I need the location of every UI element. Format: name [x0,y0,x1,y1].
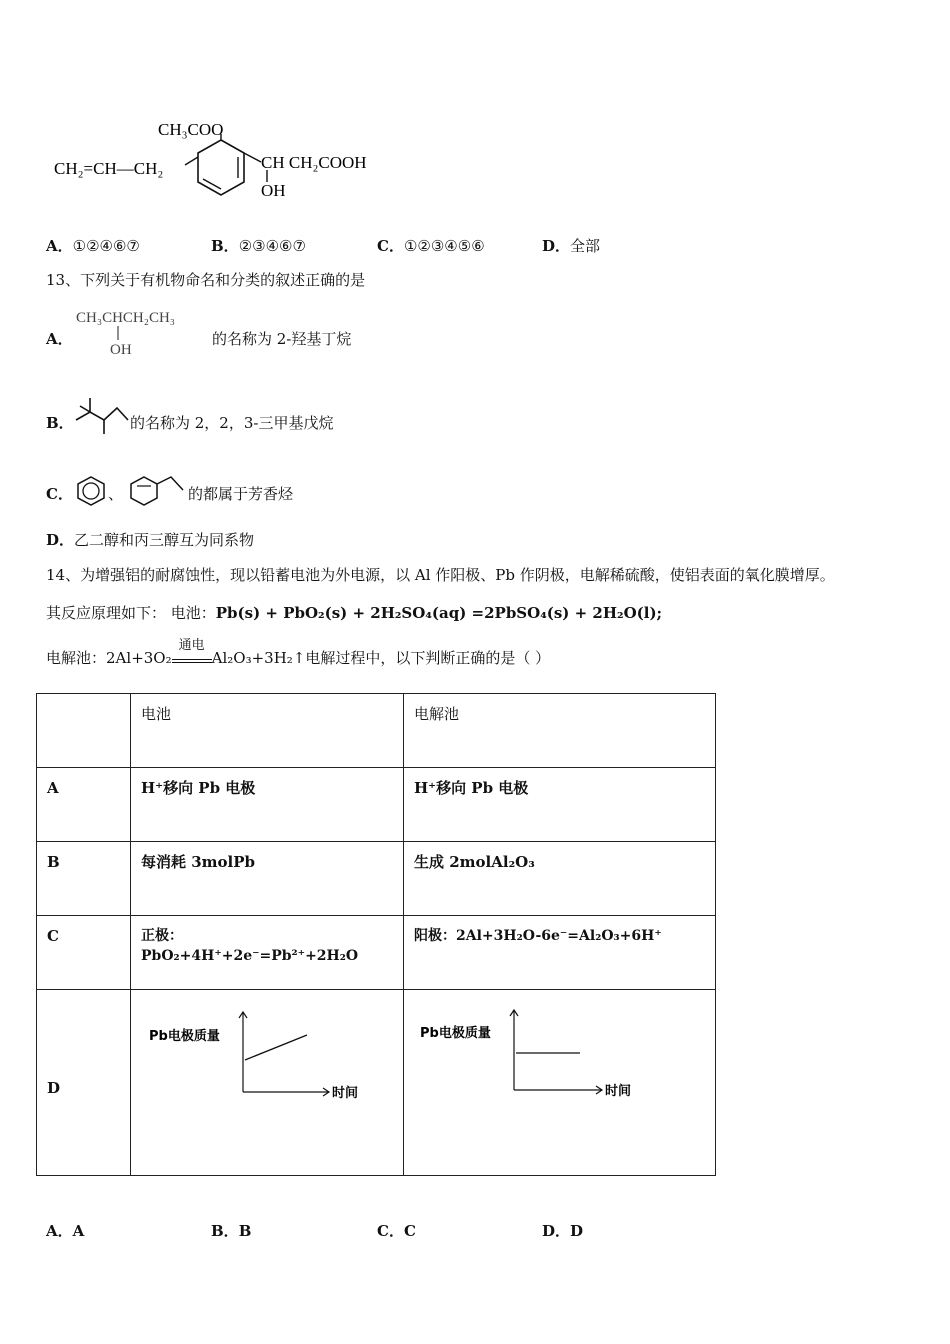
table-row [37,990,716,1176]
row-label: B [37,842,131,916]
table-row [37,842,716,916]
header-electrolysis: 电解池 [404,694,716,768]
q14-answer-table [36,693,716,1176]
q14-stem: 14、为增强铝的耐腐蚀性，现以铅蓄电池为外电源，以 Al 作阳极、Pb 作阴极，电解稀硫酸，使铝表面的氧化膜增厚。 [46,566,835,584]
cell-battery: 正极：PbO₂+4H⁺+2e⁻=Pb²⁺+2H₂O [131,916,404,990]
svg-text:CH₃CHCH₂CH₃: CH₃CHCH₂CH₃ [76,310,176,326]
q13-option-d: D．乙二醇和丙三醇互为同系物 [46,531,255,549]
mass-increasing-line [245,1035,307,1060]
q12-option-a[interactable]: A．①②④⑥⑦ [46,237,140,255]
cyclohexylmethyl-structure [127,474,187,508]
acetoxy-label: CH₃COO [158,120,224,139]
chain-left-label: CH₂=CH—CH₂ [54,159,164,178]
row-label: A [37,768,131,842]
q14-option-b[interactable]: B．B [211,1222,252,1240]
table-header-row [37,694,716,768]
q14-option-d[interactable]: D．D [542,1222,584,1240]
q14-principle: 其反应原理如下： 电池：Pb(s) + PbO₂(s) + 2H₂SO₄(aq) =2PbSO₄(s) + 2H₂O(l); [46,604,663,622]
q13-c-label: C． [46,485,73,503]
q12-option-c[interactable]: C．①②③④⑤⑥ [377,237,485,255]
q13-b-skeletal-structure [74,392,132,440]
q12-option-b[interactable]: B．②③④⑥⑦ [211,237,306,255]
q13-a-structure [74,302,214,362]
q14-option-a[interactable]: A．A [46,1222,85,1240]
top-structure-figure [50,112,410,212]
cell-battery: H⁺移向 Pb 电极 [131,768,404,842]
cell-battery: 每消耗 3molPb [131,842,404,916]
table-row [37,768,716,842]
q14-option-c[interactable]: C．C [377,1222,416,1240]
graph-ylabel: Pb电极质量 [149,1029,220,1044]
hydroxy-label: OH [261,181,286,200]
cell-electrolysis: 阳极：2Al+3H₂O-6e⁻=Al₂O₃+6H⁺ [404,916,716,990]
q13-b-text: 的名称为 2，2，3-三甲基戊烷 [130,414,334,432]
q14-electrolysis-line: 电解池：2Al+3O₂ 通电 Al₂O₃+3H₂↑电解过程中，以下判断正确的是（ ） [46,638,551,667]
cell-electrolysis: H⁺移向 Pb 电极 [404,768,716,842]
q13-stem: 13、下列关于有机物命名和分类的叙述正确的是 [46,271,366,289]
q12-option-d[interactable]: D．全部 [542,237,601,255]
row-label: C [37,916,131,990]
reaction-condition: 通电 [178,638,205,653]
benzene-icon [74,474,108,508]
battery-equation: Pb(s) + PbO₂(s) + 2H₂SO₄(aq) =2PbSO₄(s) + 2H₂O(l); [215,604,663,622]
header-blank [37,694,131,768]
row-label: D [37,990,131,1176]
svg-text:OH: OH [110,342,132,358]
battery-mass-graph [131,990,403,1170]
q13-c-separator: 、 [108,485,124,503]
cell-battery-graph [131,990,404,1176]
electrolysis-mass-graph [404,990,715,1170]
header-battery: 电池 [131,694,404,768]
graph-xlabel: 时间 [605,1084,632,1099]
cell-electrolysis-graph [404,990,716,1176]
q13-b-label: B． [46,414,74,432]
benzene-ring [198,140,244,195]
q13-a-label: A． [46,330,73,348]
cell-electrolysis: 生成 2molAl₂O₃ [404,842,716,916]
chain-right-label: CH CH₂COOH [261,153,367,172]
q13-c-text: 的都属于芳香烃 [188,485,294,503]
graph-ylabel: Pb电极质量 [420,1026,491,1041]
q13-a-text: 的名称为 2-羟基丁烷 [212,330,352,348]
table-row [37,916,716,990]
graph-xlabel: 时间 [332,1086,359,1101]
